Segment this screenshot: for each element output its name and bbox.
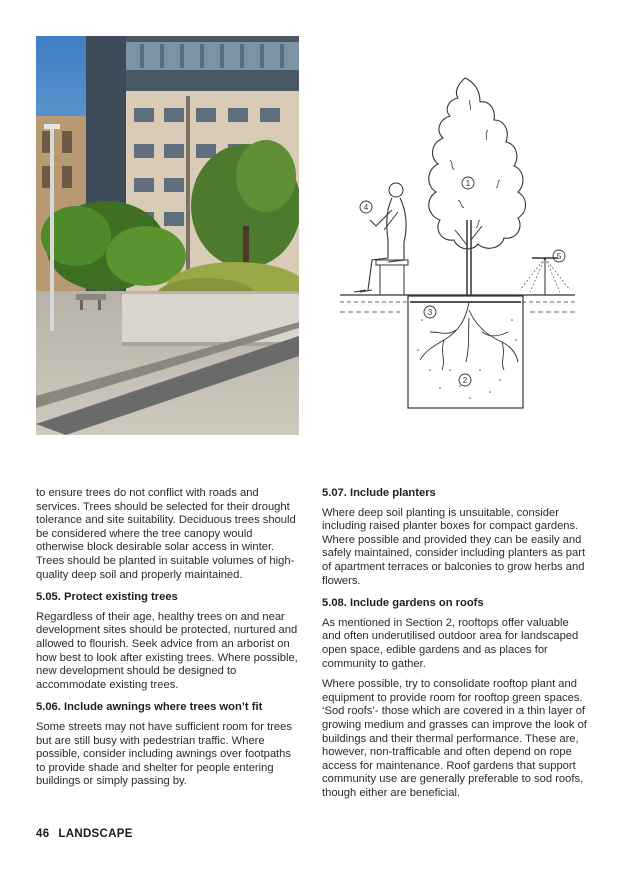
diagram-label-3: 3	[427, 308, 433, 317]
diagram-label-4: 4	[363, 203, 369, 212]
section-title: LANDSCAPE	[58, 828, 133, 840]
heading-5-07: 5.07. Include planters	[322, 487, 436, 499]
paragraph-5-08-a: As mentioned in Section 2, rooftops offer valuable and often underutilised outdoor area for landscaped open space, edible gardens and as places for community to gather.	[322, 616, 579, 670]
paragraph-5-05: Regardless of their age, healthy trees on and near development sites should be protected, nurtured and allowed to flourish. Seek advice from an arborist on how best to look after existing trees. Where possible, new development should be designed to accommodate existing trees.	[36, 610, 298, 691]
paragraph-5-06: Some streets may not have sufficient room for trees but are still busy with pedestrian traffic. Where possible, consider including awnings over footpaths to provide shade and shelter for people entering buildings or simply passing by.	[36, 720, 292, 788]
diagram-label-5: 5	[556, 252, 562, 261]
tree-pit-section-icon	[330, 70, 580, 415]
diagram-label-1: 1	[465, 179, 471, 188]
intro-paragraph: to ensure trees do not conflict with roads and services. Trees should be selected for their drought tolerance and site suitability. Deciduous trees should be considered where the tree canopy would otherwise block desirable solar access in winter. Trees should be planted in suitable volumes of high-quality deep soil and properly maintained.	[36, 487, 296, 581]
paragraph-5-08-b: Where possible, try to consolidate rooftop plant and equipment to provide room for rooftop green spaces. ‘Sod roofs’- those which are covered in a thin layer of growing medium and grasses can improve the look of buildings and their thermal performance. These are, however, non-trafficable and often depend on rope access for maintenance. Roof gardens that support community use are generally preferable to sod roofs, though either are beneficial.	[322, 678, 587, 799]
right-text-column	[322, 487, 590, 807]
heading-5-08: 5.08. Include gardens on roofs	[322, 597, 484, 610]
tree-planting-diagram	[330, 70, 580, 415]
street-trees-photo	[36, 36, 299, 435]
heading-5-06: 5.06. Include awnings where trees won’t fit	[36, 701, 263, 714]
diagram-label-2: 2	[462, 376, 468, 385]
paragraph-5-07: Where deep soil planting is unsuitable, consider including raised planter boxes for compact gardens. Where possible and provided they can be easily and safely maintained, consider including planters as part of apartment terraces or balconies to grow herbs and flowers.	[322, 506, 586, 587]
left-text-column	[36, 487, 298, 796]
street-trees-plaza-photo-icon	[36, 36, 299, 435]
heading-5-05: 5.05. Protect existing trees	[36, 591, 178, 604]
page-footer	[36, 828, 133, 840]
page-number: 46	[36, 828, 50, 840]
